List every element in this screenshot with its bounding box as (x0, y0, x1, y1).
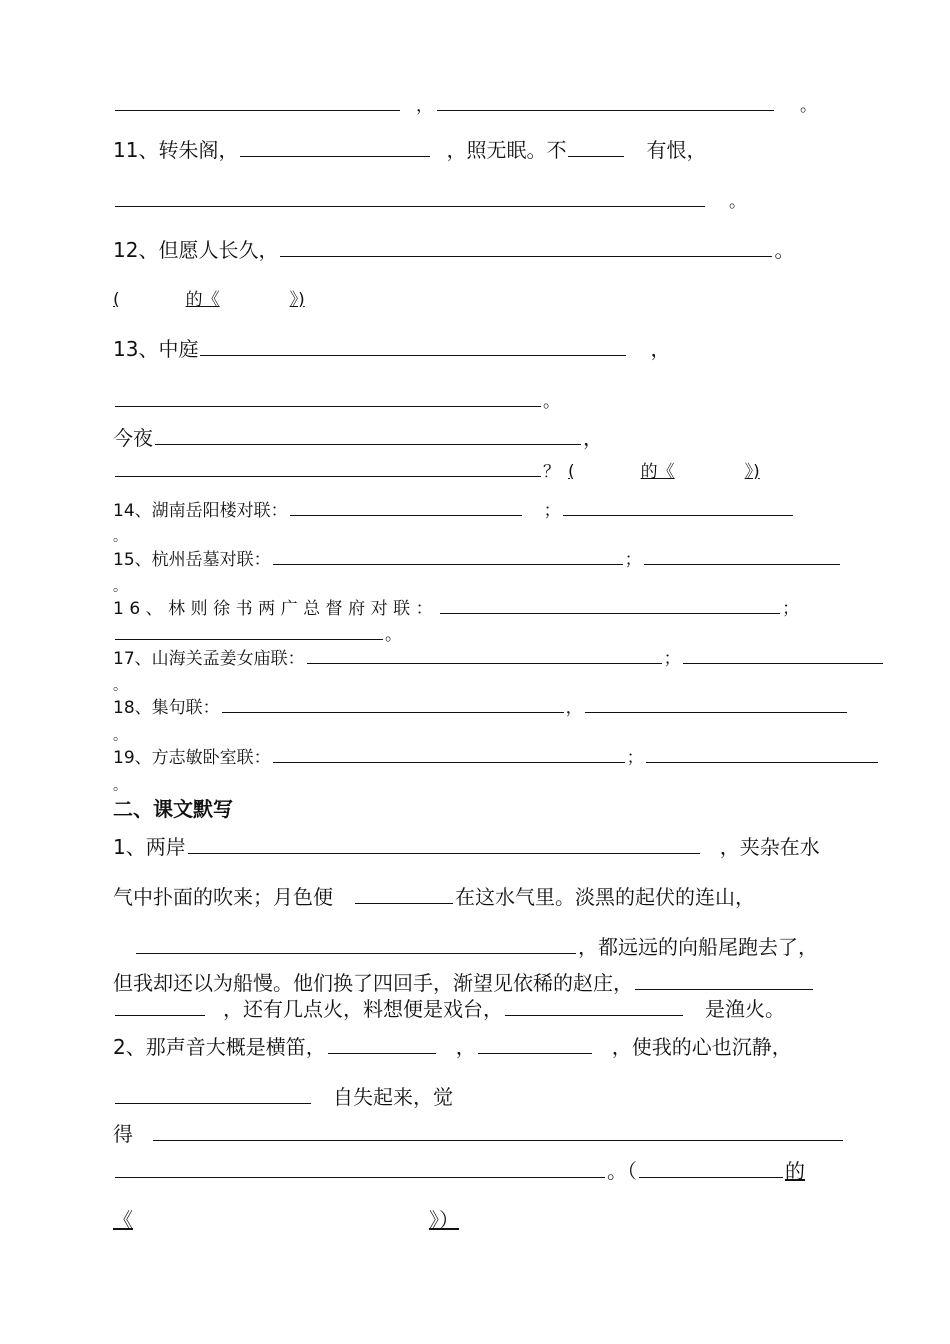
blank[interactable] (222, 710, 564, 713)
question-17 (113, 651, 885, 668)
question-13 (113, 339, 670, 359)
question-number: 1、 (113, 835, 146, 859)
blank[interactable] (568, 154, 624, 157)
section-title: 二、课文默写 (113, 797, 233, 821)
semicolon: ； (543, 501, 561, 521)
source-close: 》) (289, 290, 305, 310)
passage-2-line3 (113, 1124, 845, 1144)
question-17-end (113, 679, 127, 693)
prompt-text: 有恨， (646, 138, 707, 162)
source-open: ( (113, 290, 120, 310)
blank[interactable] (188, 851, 700, 854)
blank[interactable] (115, 404, 541, 407)
semicolon: ； (626, 748, 644, 768)
blank[interactable] (437, 108, 774, 111)
question-label: 16、林则徐书两广总督府对联： (113, 599, 439, 619)
blank[interactable] (355, 901, 453, 904)
prompt-text: ，夹杂在水 (719, 835, 820, 859)
question-14 (113, 503, 795, 520)
source-mid: 的《 (640, 462, 675, 482)
prompt-text: 在这水气里。淡黑的起伏的连山， (455, 885, 755, 909)
question-11 (113, 140, 706, 160)
blank[interactable] (280, 254, 772, 257)
question-15-end (113, 580, 127, 594)
blank[interactable] (200, 353, 626, 356)
prompt-text: 那声音大概是横笛， (145, 1035, 326, 1059)
bracket-open: 《 (113, 1208, 133, 1232)
passage-2-line1 (113, 1037, 792, 1057)
prompt-text: 是渔火。 (705, 997, 785, 1021)
passage-1-line5 (113, 999, 785, 1019)
question-18 (113, 700, 849, 717)
blank[interactable] (115, 474, 541, 477)
prompt-text: 的 (785, 1159, 805, 1183)
prompt-text: 但我却还以为船慢。他们换了四回手，渐望见依稀的赵庄， (113, 971, 633, 995)
period: 。 (385, 625, 402, 645)
question-number: 11、 (113, 138, 159, 162)
passage-2-line2 (113, 1087, 453, 1107)
prompt-text: ，还有几点火，料想便是戏台， (223, 997, 503, 1021)
question-number: 13、 (113, 337, 159, 361)
prompt-text: ，都远远的向船尾跑去了， (578, 935, 818, 959)
passage-1-line4 (113, 973, 815, 993)
question-19 (113, 750, 880, 767)
period: 。 (113, 728, 127, 744)
source-open: ( (568, 462, 575, 482)
question-label: 15、杭州岳墓对联： (113, 550, 271, 570)
blank[interactable] (115, 1013, 205, 1016)
prompt-text: 但愿人长久， (158, 238, 279, 262)
row-top (113, 98, 817, 115)
prompt-text: ，照无眠。不 (446, 138, 567, 162)
blank[interactable] (155, 442, 581, 445)
period: 。 (800, 96, 817, 116)
source-close: 》) (744, 462, 760, 482)
comma: ， (416, 96, 433, 116)
blank[interactable] (115, 637, 383, 640)
comma: ， (455, 1035, 476, 1059)
source-mid: 的《 (185, 290, 220, 310)
prompt-text: ，使我的心也沉静， (611, 1035, 792, 1059)
blank[interactable] (644, 562, 840, 565)
blank[interactable] (307, 661, 662, 664)
question-label: 19、方志敏卧室联： (113, 748, 271, 768)
question-11-line2 (113, 194, 746, 211)
question-12-source (113, 292, 305, 309)
prompt-text: 中庭 (158, 337, 199, 361)
question-18-end (113, 729, 127, 743)
question-number: 2、 (113, 1035, 146, 1059)
blank[interactable] (440, 611, 780, 614)
blank-author[interactable] (639, 1175, 783, 1178)
passage-2-line5 (113, 1210, 459, 1230)
prompt-text: 两岸 (145, 835, 186, 859)
question-14-end (113, 530, 127, 544)
source-open (113, 1208, 459, 1232)
blank[interactable] (115, 1101, 311, 1104)
blank[interactable] (115, 204, 705, 207)
question-16 (113, 601, 805, 618)
blank[interactable] (585, 710, 847, 713)
question-13-line2 (113, 394, 560, 411)
comma: ， (650, 337, 671, 361)
period: 。 (113, 678, 127, 694)
question-number: 12、 (113, 238, 159, 262)
question-label: 14、湖南岳阳楼对联： (113, 501, 288, 521)
blank[interactable] (478, 1051, 592, 1054)
blank[interactable] (240, 154, 430, 157)
question-label: 17、山海关孟姜女庙联： (113, 649, 305, 669)
prompt-text: 今夜 (113, 426, 153, 450)
prompt-text: 自失起来，觉 (333, 1085, 453, 1109)
question-12 (113, 240, 794, 260)
passage-2-line4 (113, 1161, 805, 1181)
prompt-text: 转朱阁， (158, 138, 239, 162)
semicolon: ； (624, 550, 642, 570)
passage-1-line3 (134, 937, 818, 957)
prompt-text: 得 (113, 1122, 133, 1146)
question-15 (113, 552, 842, 569)
passage-1-line1 (113, 837, 820, 857)
question-16-line2 (113, 627, 402, 644)
bracket-close: 》） (429, 1208, 459, 1232)
semicolon: ； (782, 599, 805, 619)
question-mark: ？ (543, 462, 560, 482)
blank[interactable] (136, 951, 576, 954)
blank[interactable] (505, 1013, 683, 1016)
blank[interactable] (290, 513, 522, 516)
comma: ， (565, 698, 583, 718)
question-13-line4 (113, 464, 760, 481)
blank[interactable] (635, 987, 813, 990)
prompt-text: 。（ (607, 1159, 637, 1183)
question-13-line3 (113, 428, 603, 448)
blank[interactable] (646, 760, 878, 763)
blank[interactable] (563, 513, 793, 516)
blank[interactable] (273, 760, 625, 763)
blank[interactable] (153, 1138, 843, 1141)
question-19-end (113, 779, 127, 793)
question-label: 18、集句联： (113, 698, 220, 718)
period: 。 (729, 192, 746, 212)
semicolon: ； (663, 649, 681, 669)
period: 。 (113, 579, 127, 595)
prompt-text: 气中扑面的吹来；月色便 (113, 885, 333, 909)
blank[interactable] (328, 1051, 436, 1054)
blank[interactable] (273, 562, 623, 565)
passage-1-line2 (113, 887, 755, 907)
comma: ， (583, 426, 603, 450)
blank[interactable] (115, 1175, 605, 1178)
question-13-source (568, 462, 760, 482)
period: 。 (774, 238, 795, 262)
period: 。 (113, 778, 127, 794)
blank[interactable] (115, 108, 400, 111)
period: 。 (113, 529, 127, 545)
period: 。 (543, 392, 560, 412)
blank[interactable] (683, 661, 883, 664)
